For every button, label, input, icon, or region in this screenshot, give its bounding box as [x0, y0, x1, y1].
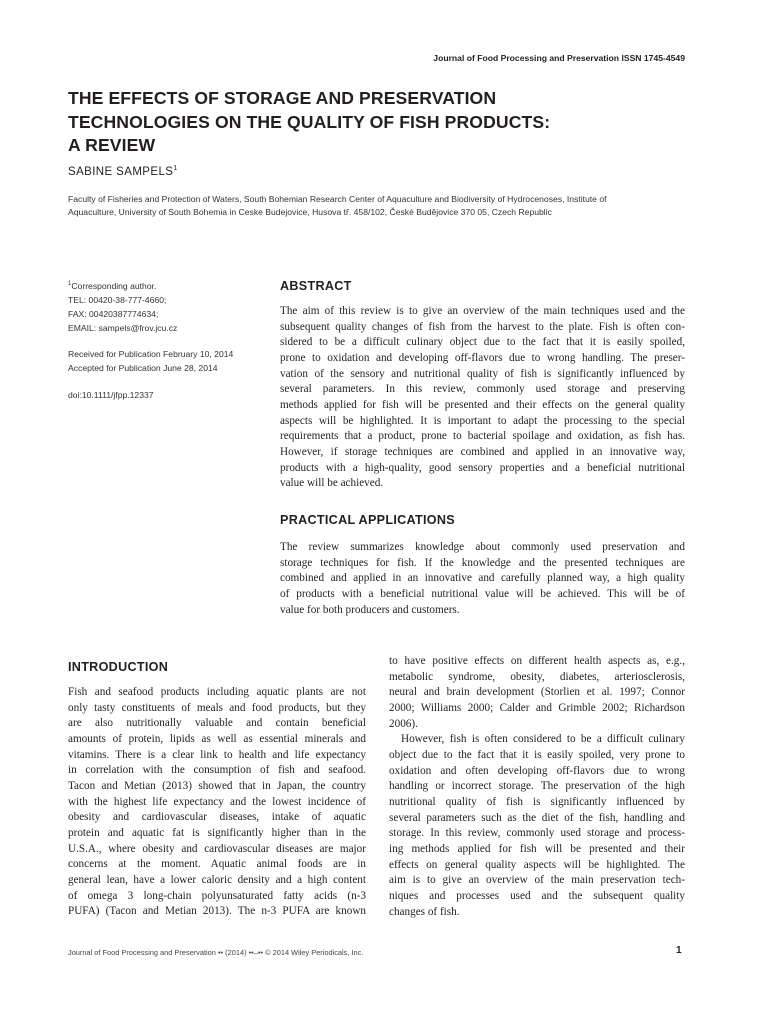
journal-header: Journal of Food Processing and Preservation ISSN 1745-4549 — [433, 53, 685, 63]
text-line: of products with a beneficial nutritional value will be achieved. This will be of — [280, 587, 685, 600]
title-line: TECHNOLOGIES ON THE QUALITY OF FISH PRODUCTS: — [68, 111, 551, 132]
doi[interactable]: doi:10.1111/jfpp.12337 — [68, 390, 154, 400]
text-line: concerns at the moment. Aquatic animal foods are in — [68, 858, 366, 871]
text-line: object due to the fact that it is easily spoiled, very prone to — [389, 748, 685, 761]
title-line: THE EFFECTS OF STORAGE AND PRESERVATION — [68, 88, 497, 108]
article-title — [68, 87, 550, 158]
text-line: value for both producers and customers. — [280, 603, 460, 616]
text-line: The review summarizes knowledge about commonly used preservation and — [280, 541, 685, 553]
text-line: general lean, have a lower caloric density and a high content — [68, 873, 366, 886]
introduction-right-column — [389, 654, 685, 920]
text-line: 2006). — [389, 717, 418, 730]
introduction-left-column — [68, 685, 366, 920]
text-line: requirements that a product, prone to bacterial spoilage and oxidation, as fish has. — [280, 430, 685, 443]
text-line: with the highest life expectancy and the lowest incidence of — [68, 795, 366, 808]
text-line: sidered to be a difficult culinary object due to the fact that it is easily spoiled, — [280, 336, 685, 349]
practical-applications-body — [280, 540, 685, 618]
text-line: PUFA) (Tacon and Metian 2013). The n-3 PUFA are known — [68, 905, 366, 918]
text-line: nutritional quality of fish is significantly influenced by — [389, 795, 685, 808]
text-line: several parameters. In this review, commonly used storage and preserving — [280, 383, 685, 396]
text-line: are also nutritionally valuable and contain beneficial — [68, 717, 366, 730]
text-line: Tacon and Metian (2013) showed that in Japan, the country — [68, 779, 366, 792]
text-line: only tasty constituents of meals and food products, but they — [68, 701, 366, 714]
text-line: products with a high-quality, good sensory properties and a beneficial nutritional — [280, 461, 685, 474]
text-line: Fish and seafood products including aquatic plants are not — [68, 686, 366, 698]
title-line: A REVIEW — [68, 135, 156, 155]
text-line: in correlation with the consumption of fish and seafood. — [68, 764, 366, 777]
correspondence — [68, 277, 177, 335]
text-line: subsequent quality changes of fish from the harvest to the plate. Fish is often con- — [280, 320, 685, 333]
fax: FAX: 00420387774634; — [68, 308, 159, 319]
text-line: However, fish is often considered to be a difficult culinary — [401, 733, 685, 746]
text-line: storage techniques for fish. If the knowledge and the presented techniques are — [280, 556, 685, 569]
affiliation — [68, 193, 708, 219]
text-line: vitamins. There is a clear link to health and life expectancy — [68, 748, 366, 761]
text-line: U.S.A., where obesity and cardiovascular diseases are major — [68, 842, 366, 855]
publication-dates — [68, 347, 233, 375]
practical-applications-heading: PRACTICAL APPLICATIONS — [280, 513, 455, 527]
text-line: oxidation and often developing off-flavors due to wrong — [389, 764, 685, 777]
text-line: metabolic syndrome, obesity, diabetes, arteriosclerosis, — [389, 670, 685, 683]
text-line: methods applied for fish will be presented and their effects on the general quality — [280, 398, 685, 411]
text-line: protein and aquatic fat is significantly higher than in the — [68, 826, 366, 839]
corresponding-label: Corresponding author. — [71, 280, 157, 291]
footnote-mark: 1 — [68, 281, 72, 287]
text-line: prone to oxidation and developing off-flavors due to wrong handling. The preser- — [280, 351, 685, 364]
text-line: ing methods applied for fish will be presented and their — [389, 842, 685, 855]
text-line: handling or incorrect storage. The preservation of the high — [389, 780, 685, 793]
text-line: aspects will be highlighted. It is important to adapt the processing to the special — [280, 414, 685, 427]
text-line: 2000; Williams 2000; Calder and Grimble 2002; Richardson — [389, 701, 685, 714]
author — [68, 165, 178, 178]
received-date: Received for Publication February 10, 2014 — [68, 349, 234, 359]
text-line: vation of the sensory and nutritional quality of fish is significantly influenced by — [280, 367, 685, 380]
corresponding-author — [68, 277, 177, 293]
text-line: to have positive effects on different health aspects as, e.g., — [389, 655, 685, 667]
introduction-heading: INTRODUCTION — [68, 660, 169, 674]
text-line: niques and processes used and the subsequent quality — [389, 889, 685, 902]
affiliation-line: Aquaculture, University of South Bohemia in Ceske Budejovice, Husova tř. 458/102, České Budějovice 370 05, Czech Republic — [68, 207, 552, 217]
text-line: storage. In this review, commonly used storage and process- — [389, 827, 685, 840]
text-line: neural and brain development (Storlien et al. 1997; Connor — [389, 686, 685, 699]
text-line: aim is to give an overview of the main preservation tech- — [389, 874, 685, 887]
text-line: combined and applied in an innovative and carefully planned way, a high quality — [280, 572, 685, 585]
page-number: 1 — [676, 945, 682, 956]
text-line: amounts of protein, lipids as well as essential minerals and — [68, 732, 366, 745]
affiliation-line: Faculty of Fisheries and Protection of Waters, South Bohemian Research Center of Aquaculture and Biodiversity of Hydrocenoses, Institute of — [68, 194, 607, 204]
accepted-date: Accepted for Publication June 28, 2014 — [68, 363, 218, 373]
text-line: effects on general quality aspects will be highlighted. The — [389, 858, 685, 871]
text-line: value will be achieved. — [280, 477, 384, 490]
text-line: obesity and cardiovascular diseases, intake of aquatic — [68, 811, 366, 824]
footer-citation: Journal of Food Processing and Preservation •• (2014) ••–•• © 2014 Wiley Periodicals, Inc. — [68, 948, 364, 957]
telephone: TEL: 00420-38-777-4660; — [68, 294, 167, 305]
text-line: several parameters such as the diet of the fish, handling and — [389, 811, 685, 824]
text-line: However, if storage techniques are combined and applied in an innovative way, — [280, 445, 685, 458]
text-line: of omega 3 long-chain polyunsaturated fatty acids (n-3 — [68, 889, 366, 902]
email[interactable]: EMAIL: sampels@frov.jcu.cz — [68, 322, 178, 333]
abstract-body — [280, 304, 685, 492]
author-name: SABINE SAMPELS — [68, 165, 174, 178]
author-mark: 1 — [173, 165, 178, 172]
abstract-heading: ABSTRACT — [280, 279, 352, 293]
text-line: changes of fish. — [389, 905, 460, 918]
text-line: The aim of this review is to give an overview of the main techniques used and the — [280, 305, 685, 317]
